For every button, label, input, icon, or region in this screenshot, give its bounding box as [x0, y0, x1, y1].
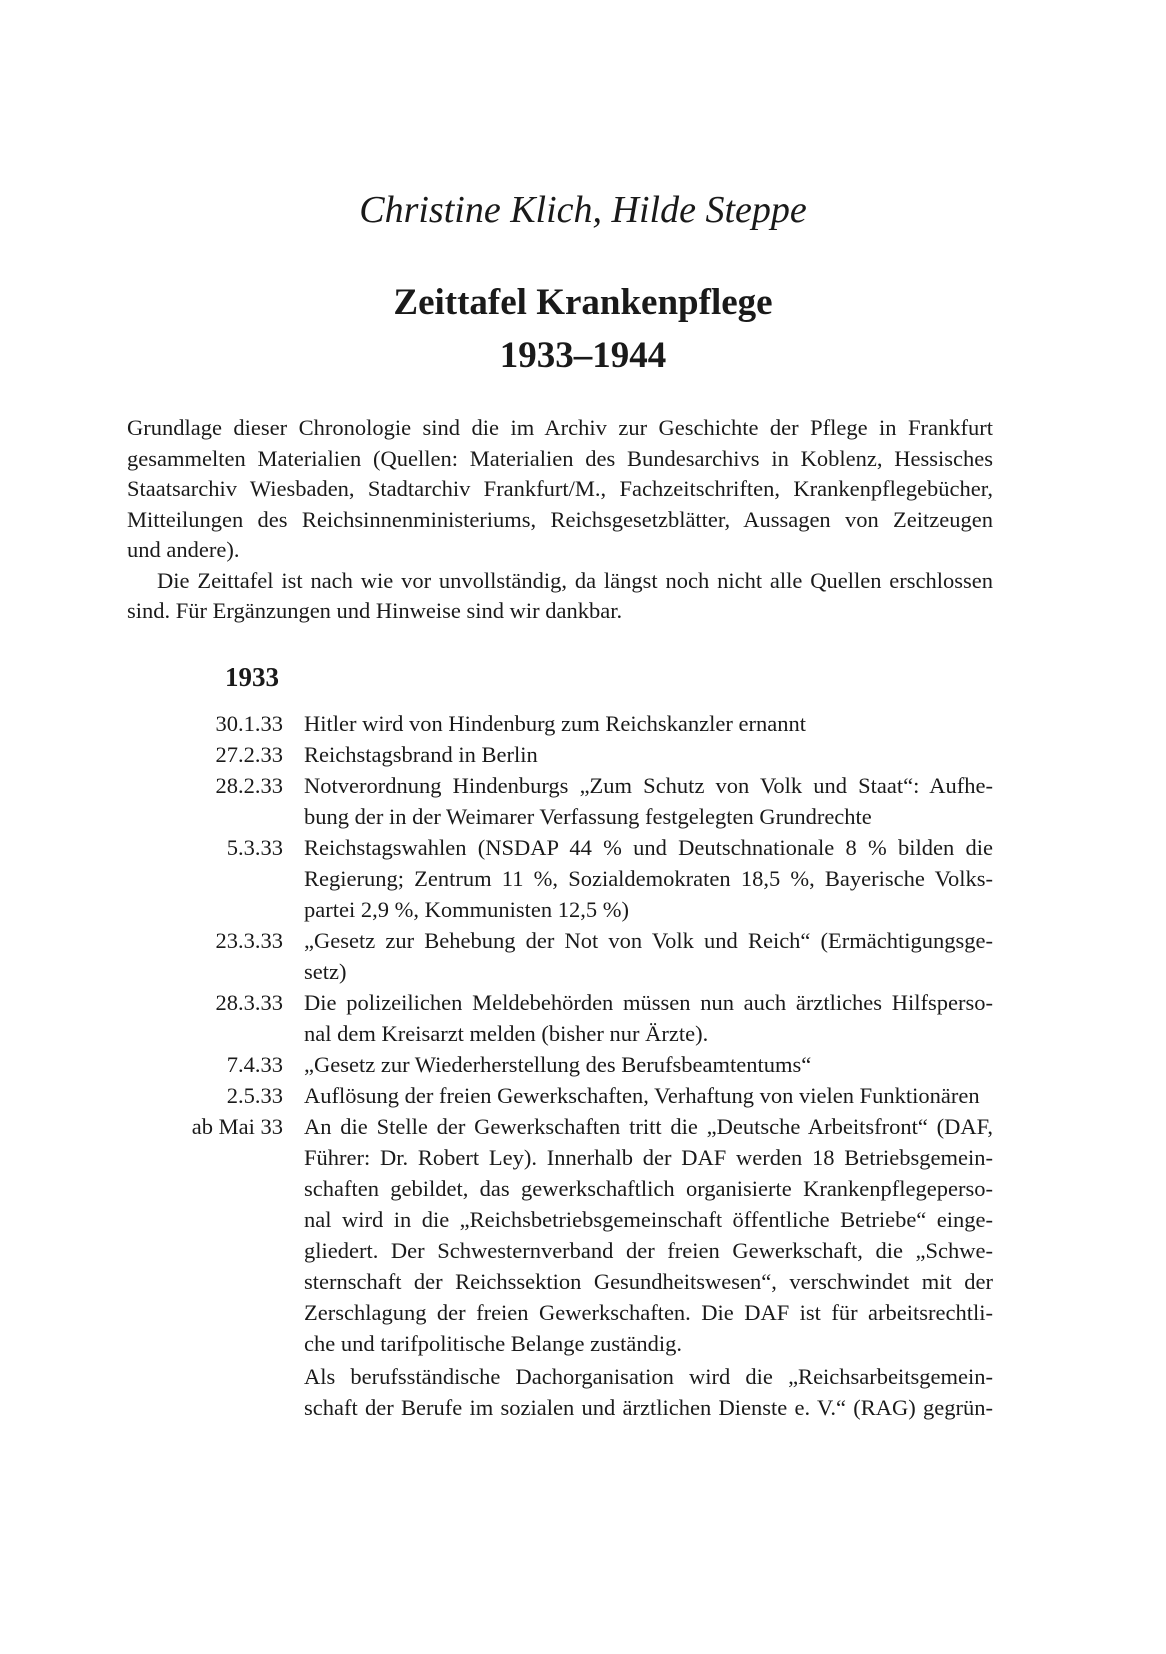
text-line: „Gesetz zur Behebung der Not von Volk und Reich“ (Ermächtigungsge- — [304, 928, 993, 953]
chronology-list — [127, 708, 993, 1423]
entry-text — [304, 770, 993, 832]
chronology-entry — [127, 1049, 993, 1080]
title-years: 1933–1944 — [499, 335, 667, 376]
entry-text — [304, 832, 993, 925]
text-line: nal wird in die „Reichsbetriebsgemeinschaft öffentliche Betriebe“ einge- — [304, 1207, 993, 1232]
entry-paragraph — [304, 739, 993, 770]
text-line: bung der in der Weimarer Verfassung festgelegten Grundrechte — [304, 804, 872, 829]
text-line: sternschaft der Reichssektion Gesundheitswesen“, verschwindet mit der — [304, 1269, 993, 1294]
text-line: Hitler wird von Hindenburg zum Reichskanzler ernannt — [304, 711, 806, 736]
chronology-entry — [127, 987, 993, 1049]
text-line: che und tarifpolitische Belange zuständig. — [304, 1331, 683, 1356]
chronology-entry — [127, 1080, 993, 1111]
entry-paragraph — [304, 1361, 993, 1423]
author-names: Christine Klich, Hilde Steppe — [359, 189, 807, 231]
text-line: Führer: Dr. Robert Ley). Innerhalb der DAF werden 18 Betriebsgemein- — [304, 1145, 993, 1170]
text-line: Notverordnung Hindenburgs „Zum Schutz von Volk und Staat“: Aufhe- — [304, 773, 993, 798]
entry-date: 28.2.33 — [215, 773, 283, 798]
text-line: und andere). — [127, 537, 240, 562]
chronology-entry — [127, 925, 993, 987]
entry-paragraph — [304, 1080, 993, 1111]
entry-text — [304, 1080, 993, 1111]
entry-date: 30.1.33 — [215, 711, 283, 736]
text-line: Staatsarchiv Wiesbaden, Stadtarchiv Frankfurt/M., Fachzeitschriften, Krankenpflegebücher, — [127, 476, 993, 501]
intro-paragraph — [127, 413, 993, 566]
entry-paragraph — [304, 770, 993, 832]
entry-text — [304, 1111, 993, 1423]
entry-paragraph — [304, 987, 993, 1049]
entry-paragraph — [304, 708, 993, 739]
text-line: „Gesetz zur Wiederherstellung des Berufsbeamtentums“ — [304, 1052, 812, 1077]
entry-text — [304, 739, 993, 770]
page-title — [0, 276, 1166, 382]
text-line: Auflösung der freien Gewerkschaften, Verhaftung von vielen Funktionären — [304, 1083, 980, 1108]
text-line: schaften gebildet, das gewerkschaftlich organisierte Krankenpflegeperso- — [304, 1176, 993, 1201]
text-line: Mitteilungen des Reichsinnenministeriums, Reichsgesetzblätter, Aussagen von Zeitzeugen — [127, 506, 993, 532]
text-line: setz) — [304, 959, 347, 984]
entry-date: 23.3.33 — [215, 928, 283, 953]
entry-date: 28.3.33 — [215, 990, 283, 1015]
text-line: Die polizeilichen Meldebehörden müssen nun auch ärztliches Hilfsperso- — [304, 990, 993, 1015]
text-line: nal dem Kreisarzt melden (bisher nur Ärzte). — [304, 1021, 709, 1046]
intro-text — [127, 413, 993, 627]
chronology-entry — [127, 1111, 993, 1423]
text-line: Grundlage dieser Chronologie sind die im Archiv zur Geschichte der Pflege in Frankfurt — [127, 415, 993, 440]
title-line: Zeittafel Krankenpflege — [393, 282, 773, 323]
chronology-entry — [127, 770, 993, 832]
entry-text — [304, 1049, 993, 1080]
entry-text — [304, 708, 993, 739]
text-line: Zerschlagung der freien Gewerkschaften. Die DAF ist für arbeitsrechtli- — [304, 1300, 993, 1325]
text-line: schaft der Berufe im sozialen und ärztlichen Dienste e. V.“ (RAG) gegrün- — [304, 1395, 993, 1420]
entry-date: 5.3.33 — [226, 835, 283, 860]
intro-paragraph — [127, 566, 993, 627]
text-line: Die Zeittafel ist nach wie vor unvollständig, da längst noch nicht alle Quellen erschlossen — [157, 567, 993, 593]
text-line: An die Stelle der Gewerkschaften tritt die „Deutsche Arbeitsfront“ (DAF, — [304, 1114, 993, 1139]
text-line: Reichstagswahlen (NSDAP 44 % und Deutschnationale 8 % bilden die — [304, 835, 993, 860]
text-line: gesammelten Materialien (Quellen: Materialien des Bundesarchivs in Koblenz, Hessisches — [127, 445, 993, 471]
entry-paragraph — [304, 1049, 993, 1080]
entry-paragraph — [304, 925, 993, 987]
year-heading: 1933 — [225, 662, 279, 692]
text-line: partei 2,9 %, Kommunisten 12,5 %) — [304, 897, 629, 922]
entry-date: ab Mai 33 — [191, 1114, 283, 1139]
text-line: Als berufsständische Dachorganisation wird die „Reichsarbeitsgemein- — [304, 1364, 993, 1389]
text-line: Reichstagsbrand in Berlin — [304, 742, 538, 767]
entry-date: 7.4.33 — [226, 1052, 283, 1077]
text-line: sind. Für Ergänzungen und Hinweise sind wir dankbar. — [127, 598, 623, 623]
entry-text — [304, 925, 993, 987]
chronology-entry — [127, 708, 993, 739]
entry-text — [304, 987, 993, 1049]
entry-paragraph — [304, 832, 993, 925]
entry-paragraph — [304, 1111, 993, 1359]
chronology-entry — [127, 832, 993, 925]
entry-date: 27.2.33 — [215, 742, 283, 767]
text-line: Regierung; Zentrum 11 %, Sozialdemokraten 18,5 %, Bayerische Volks- — [304, 866, 993, 891]
entry-date: 2.5.33 — [226, 1083, 283, 1108]
chronology-entry — [127, 739, 993, 770]
text-line: gliedert. Der Schwesternverband der freien Gewerkschaft, die „Schwe- — [304, 1238, 993, 1263]
